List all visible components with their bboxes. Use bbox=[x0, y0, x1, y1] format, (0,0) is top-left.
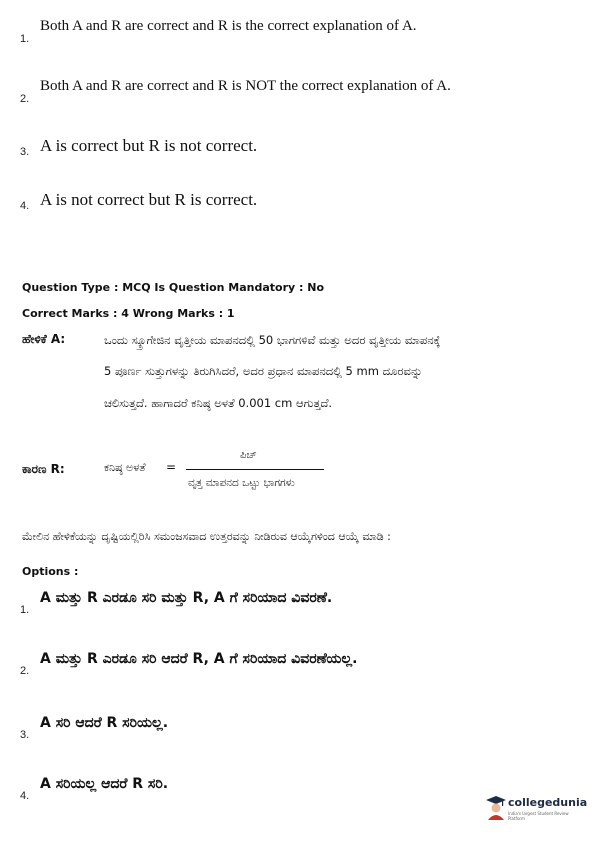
marks-line: Correct Marks : 4 Wrong Marks : 1 bbox=[22, 307, 235, 320]
option-text: A ಸರಿ ಆದರೆ R ಸರಿಯಲ್ಲ. bbox=[40, 715, 169, 731]
reason-lhs: ಕನಿಷ್ಠ ಅಳತೆ bbox=[104, 461, 146, 474]
option-number: 1. bbox=[20, 33, 30, 45]
option-number: 3. bbox=[20, 729, 30, 741]
assertion-line-2: 5 ಪೂರ್ಣ ಸುತ್ತುಗಳನ್ನು ತಿರುಗಿಸಿದರೆ, ಅದರ ಪ್ರಧಾನ ಮಾಪನದಲ್ಲಿ 5 mm ದೂರವನ್ನು bbox=[104, 364, 423, 378]
graduate-icon bbox=[486, 794, 506, 820]
logo-tagline: India's largest Student Review Platform bbox=[508, 811, 569, 821]
logo-name: collegedunia bbox=[508, 796, 588, 809]
option-text: A ಸರಿಯಲ್ಲ ಆದರೆ R ಸರಿ. bbox=[40, 776, 169, 792]
option-text: A ಮತ್ತು R ಎರಡೂ ಸರಿ ಮತ್ತು R, A ಗೆ ಸರಿಯಾದ ವಿವರಣೆ. bbox=[40, 590, 333, 606]
assertion-line-1: ಒಂದು ಸ್ಕ್ರೂಗೇಜಿನ ವೃತ್ತೀಯ ಮಾಪನದಲ್ಲಿ 50 ಭಾಗಗಳಿವೆ ಮತ್ತು ಅದರ ವೃತ್ತೀಯ ಮಾಪನಕ್ಕೆ bbox=[104, 333, 441, 347]
option-text: A is not correct but R is correct. bbox=[40, 190, 258, 209]
assertion-label: ಹೇಳಿಕೆ A: bbox=[22, 332, 66, 346]
instruction-text: ಮೇಲಿನ ಹೇಳಿಕೆಯನ್ನು ದೃಷ್ಟಿಯಲ್ಲಿರಿಸಿ ಸಮಂಜಸವಾದ ಉತ್ತರವನ್ನು ನೀಡಿರುವ ಆಯ್ಕೆಗಳಿಂದ ಆಯ್ಕೆ ಮಾಡಿ : bbox=[22, 530, 391, 543]
option-number: 2. bbox=[20, 665, 30, 677]
options-heading: Options : bbox=[22, 565, 79, 578]
option-text: A is correct but R is not correct. bbox=[40, 136, 258, 155]
option-text: A ಮತ್ತು R ಎರಡೂ ಸರಿ ಆದರೆ R, A ಗೆ ಸರಿಯಾದ ವಿವರಣೆಯಲ್ಲ. bbox=[40, 651, 358, 667]
option-number: 4. bbox=[20, 200, 30, 212]
option-number: 1. bbox=[20, 604, 30, 616]
option-number: 3. bbox=[20, 146, 30, 158]
option-text: Both A and R are correct and R is the correct explanation of A. bbox=[40, 18, 417, 34]
reason-label: ಕಾರಣ R: bbox=[22, 462, 65, 476]
fraction-numerator: ಪಿಚ್ bbox=[240, 450, 257, 461]
fraction-denominator: ವೃತ್ತ ಮಾಪನದ ಒಟ್ಟು ಭಾಗಗಳು bbox=[188, 477, 295, 489]
reason-equals: = bbox=[166, 460, 177, 474]
fraction-bar bbox=[186, 469, 324, 470]
option-number: 2. bbox=[20, 93, 30, 105]
option-text: Both A and R are correct and R is NOT the correct explanation of A. bbox=[40, 78, 451, 94]
question-type-line: Question Type : MCQ Is Question Mandatory : No bbox=[22, 281, 325, 294]
collegedunia-logo bbox=[486, 794, 586, 824]
option-number: 4. bbox=[20, 790, 30, 802]
assertion-line-3: ಚಲಿಸುತ್ತದೆ. ಹಾಗಾದರೆ ಕನಿಷ್ಠ ಅಳತೆ 0.001 cm ಆಗುತ್ತದೆ. bbox=[104, 396, 333, 410]
